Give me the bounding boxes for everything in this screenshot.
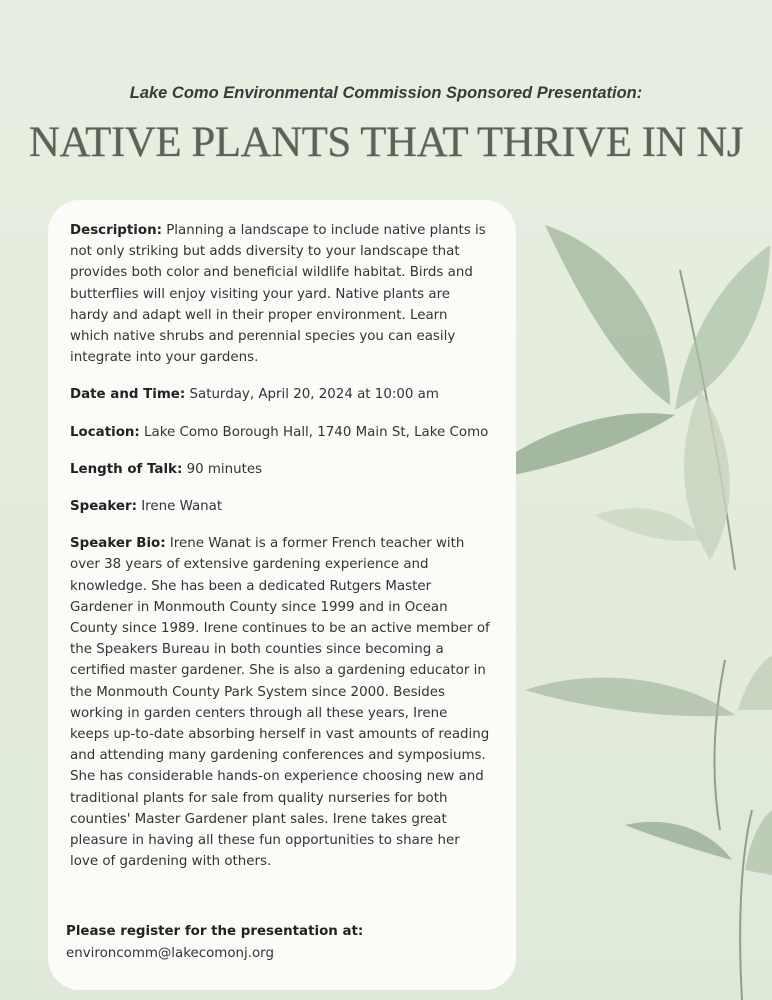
page-title: NATIVE PLANTS THAT THRIVE IN NJ [28,119,744,166]
location-label: Location: [70,424,140,440]
date-time-value: Saturday, April 20, 2024 at 10:00 am [185,387,439,403]
length-value: 90 minutes [182,461,263,477]
leaf-shape [675,245,770,410]
date-time-label: Date and Time: [70,387,186,403]
length-label: Length of Talk: [70,461,183,477]
leaf-shape [625,822,732,860]
description-paragraph [70,220,490,368]
speaker-bio-text: Irene Wanat is a former French teacher with over 38 years of extensive gardening experience and knowledge. She has been a dedicated Rutgers Master Gardener in Monmouth County since 1999 and in Ocean County since 1989. Irene continues to be an active member of the Speakers Bureau in both counties since becoming a certified master gardener. She is also a gardening educator in the Monmouth County Park System since 2000. Besides working in garden centers through all these years, Irene keeps up-to-date absorbing herself in vast amounts of reading and attending many gardening conferences and symposiums. She has considerable hands-on experience choosing new and traditional plants for sale from quality nurseries for both counties' Master Gardener plant sales. Irene takes great pleasure in having all these fun opportunities to share her love of gardening with others. [70,536,490,870]
speaker-label: Speaker: [70,499,137,515]
registration-block [66,921,496,965]
speaker-value: Irene Wanat [136,499,223,515]
leaf-stem [740,810,752,1000]
register-email[interactable]: environcomm@lakecomonj.org [66,946,274,961]
speaker-bio-label: Speaker Bio: [70,536,166,552]
register-label: Please register for the presentation at: [66,924,364,939]
description-text: Planning a landscape to include native plants is not only striking but adds diversity to your landscape that provides both color and beneficial wildlife habitat. Birds and butterflies will enjoy visiting your yard. Native plants are hardy and adapt well in their proper environment. Learn which native shrubs and perennial species you can easily integrate into your gardens. [70,223,486,366]
leaf-shape [525,678,735,717]
date-time-line [70,384,490,405]
leaf-shape [738,655,772,710]
event-details [70,220,490,888]
length-line [70,459,490,480]
leaf-shape [545,225,670,405]
speaker-line [70,496,490,517]
description-label: Description: [70,223,162,238]
location-line [70,422,490,443]
sponsor-line: Lake Como Environmental Commission Sponsored Presentation: [129,84,643,102]
leaf-stem [715,660,725,830]
location-value: Lake Como Borough Hall, 1740 Main St, Lake Como [139,424,489,440]
leaf-shape [595,508,705,541]
speaker-bio-paragraph [70,533,490,872]
